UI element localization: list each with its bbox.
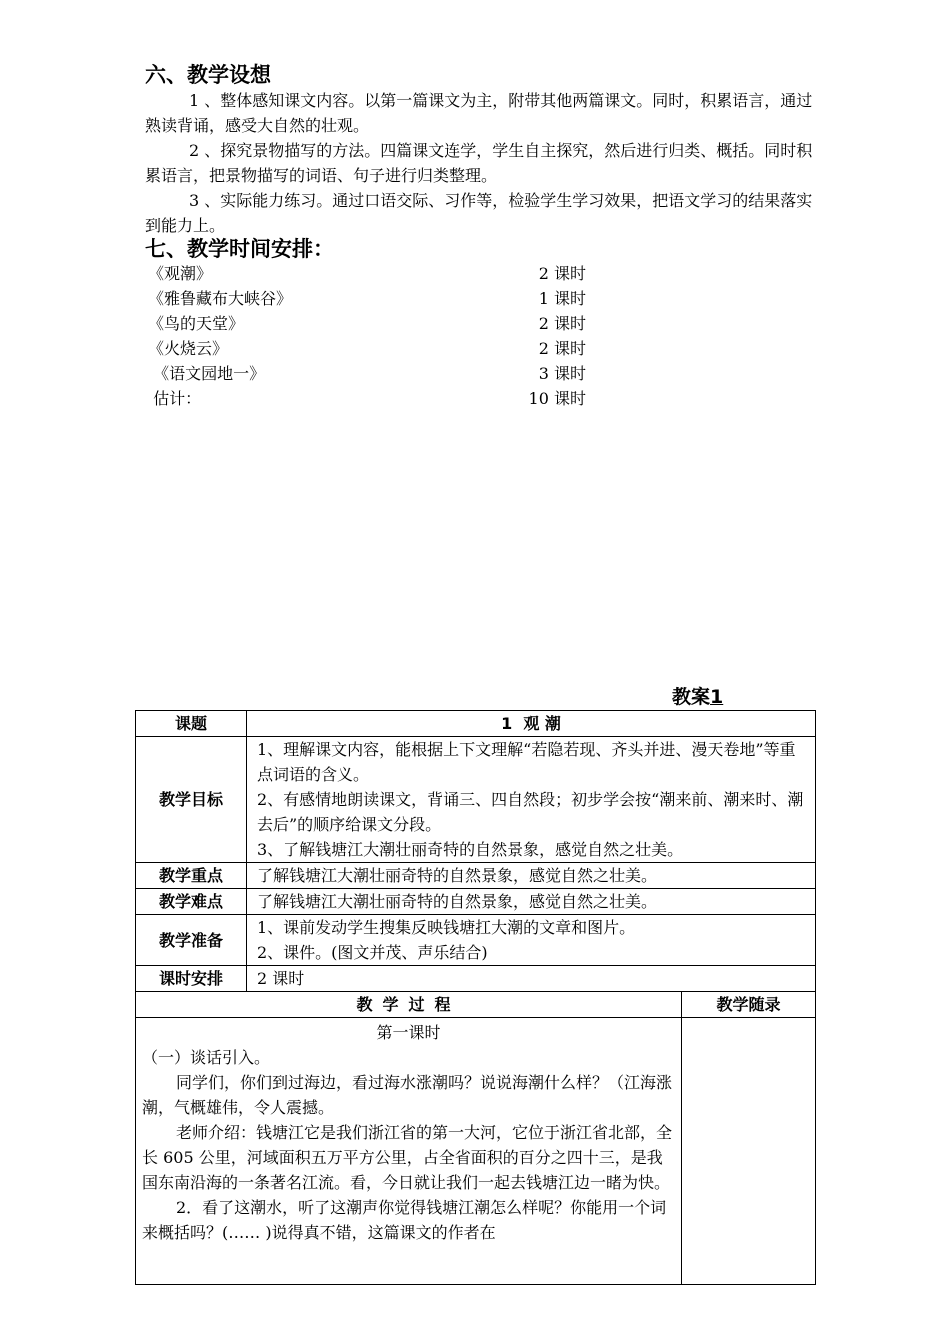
process-content (136, 1018, 682, 1285)
schedule-title: 《观潮》 (148, 264, 213, 283)
lesson-number: 第一课时 (376, 1023, 441, 1042)
schedule-title: 《语文园地一》 (148, 364, 266, 383)
process-paragraph: 同学们，你们到过海边，看过海水涨潮吗？说说海潮什么样？（江海涨潮，气概雄伟，令人震撼。 (142, 1073, 673, 1117)
lesson-plan-label-text: 教案 (672, 686, 711, 708)
schedule-title: 估计： (148, 389, 202, 408)
lesson-plan-table (135, 710, 816, 1285)
key-label: 教学重点 (136, 863, 247, 889)
schedule-row (148, 286, 608, 311)
process-paragraph: 2．看了这潮水，听了这潮声你觉得钱塘江潮怎么样呢？你能用一个词来概括吗？(…… )说得真不错，这篇课文的作者在 (142, 1198, 667, 1242)
section6-item: 1 、整体感知课文内容。以第一篇课文为主，附带其他两篇课文。同时，积累语言，通过熟读背诵，感受大自然的壮观。 (145, 91, 813, 135)
topic-label: 课题 (136, 711, 247, 737)
schedule-row (148, 361, 608, 386)
process-step: （一）谈话引入。 (142, 1048, 271, 1067)
lesson-plan-label (672, 684, 782, 710)
section6-body (145, 88, 825, 238)
lesson-plan-number: 1 (710, 686, 724, 708)
section6-item: 3 、实际能力练习。通过口语交际、习作等，检验学生学习效果，把语文学习的结果落实到能力上。 (145, 191, 813, 235)
prep-item: 1、课前发动学生搜集反映钱塘扛大潮的文章和图片。 (257, 918, 636, 937)
topic-value: 1 观 潮 (247, 711, 816, 737)
schedule-hours: 2 课时 (538, 339, 586, 358)
goals-label: 教学目标 (136, 737, 247, 863)
goals-value (247, 737, 816, 863)
goal-item: 1、理解课文内容，能根据上下文理解“若隐若现、齐头并进、漫天卷地”等重点词语的含义。 (257, 740, 796, 784)
schedule-hours: 2 课时 (538, 264, 586, 283)
difficulty-label: 教学难点 (136, 889, 247, 915)
schedule-row (148, 386, 608, 411)
schedule-title: 《鸟的天堂》 (148, 314, 245, 333)
schedule-hours: 1 课时 (538, 289, 586, 308)
prep-label: 教学准备 (136, 915, 247, 966)
process-paragraph: 老师介绍：钱塘江它是我们浙江省的第一大河，它位于浙江省北部，全长 605 公里，河域面积五万平方公里，占全省面积的百分之四十三，是我国东南沿海的一条著名江流。看，今日就让我们一起去钱塘江边一睹为快。 (142, 1123, 673, 1192)
schedule-title: 《火烧云》 (148, 339, 229, 358)
section6-heading: 六、教学设想 (145, 63, 271, 87)
process-header: 教学过程 (136, 992, 682, 1018)
goal-item: 3、了解钱塘江大潮壮丽奇特的自然景象，感觉自然之壮美。 (257, 840, 684, 859)
hours-label: 课时安排 (136, 966, 247, 992)
goal-item: 2、有感情地朗读课文，背诵三、四自然段；初步学会按“潮来前、潮来时、潮去后”的顺序给课文分段。 (257, 790, 804, 834)
section7-heading: 七、教学时间安排： (145, 237, 334, 261)
schedule-list (148, 261, 608, 411)
schedule-hours: 2 课时 (538, 314, 586, 333)
notes-header: 教学随录 (682, 992, 816, 1018)
schedule-row (148, 311, 608, 336)
key-value: 了解钱塘江大潮壮丽奇特的自然景象，感觉自然之壮美。 (247, 863, 816, 889)
prep-value (247, 915, 816, 966)
notes-content (682, 1018, 816, 1285)
schedule-hours: 3 课时 (538, 364, 586, 383)
schedule-row (148, 336, 608, 361)
schedule-title: 《雅鲁藏布大峡谷》 (148, 289, 293, 308)
schedule-row (148, 261, 608, 286)
section6-item: 2 、探究景物描写的方法。四篇课文连学，学生自主探究，然后进行归类、概括。同时积累语言，把景物描写的词语、句子进行归类整理。 (145, 141, 813, 185)
difficulty-value: 了解钱塘江大潮壮丽奇特的自然景象，感觉自然之壮美。 (247, 889, 816, 915)
schedule-hours: 10 课时 (528, 389, 586, 408)
prep-item: 2、课件。(图文并茂、声乐结合) (257, 943, 488, 962)
hours-value: 2 课时 (247, 966, 816, 992)
